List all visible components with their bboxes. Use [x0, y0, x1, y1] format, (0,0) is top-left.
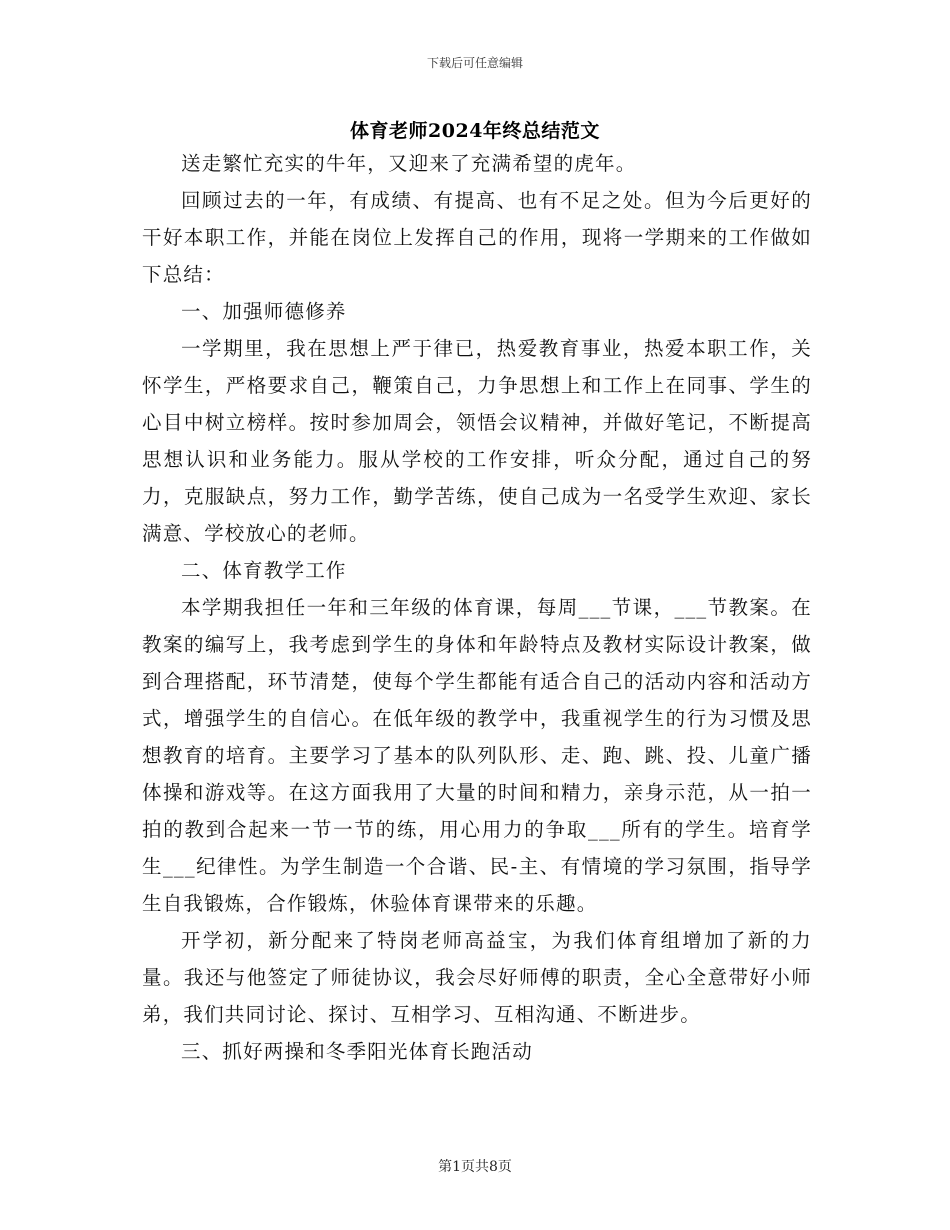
paragraph-review: 回顾过去的一年，有成绩、有提高、也有不足之处。但为今后更好的干好本职工作，并能在岗位上发挥自己的作用，现将一学期来的工作做如下总结： — [142, 189, 812, 286]
paragraph-teaching: 本学期我担任一年和三年级的体育课，每周___节课，___节教案。在教案的编写上，我考虑到学生的身体和年龄特点及教材实际设计教案，做到合理搭配，环节清楚，使每个学生都能有适合自己的活动内容和活动方式，增强学生的自信心。在低年级的教学中，我重视学生的行为习惯及思想教育的培育。主要学习了基本的队列队形、走、跑、跳、投、儿童广播体操和游戏等。在这方面我用了大量的时间和精力，亲身示范，从一拍一拍的教到合起来一节一节的练，用心用力的争取___所有的学生。培育学生___纪律性。为学生制造一个合谐、民-主、有情境的学习氛围，指导学生自我锻炼，合作锻炼，休验体育课带来的乐趣。 — [142, 596, 812, 915]
section-heading-ethics: 一、加强师德修养 — [181, 300, 347, 323]
header-note: 下载后可任意编辑 — [426, 56, 523, 70]
section-heading-exercise: 三、抓好两操和冬季阳光体育长跑活动 — [181, 1040, 533, 1063]
paragraph-new-teacher: 开学初，新分配来了特岗老师高益宝，为我们体育组增加了新的力量。我还与他签定了师徒协议，我会尽好师傅的职责，全心全意带好小师弟，我们共同讨论、探讨、互相学习、互相沟通、不断进步。 — [142, 929, 812, 1026]
section-heading-teaching: 二、体育教学工作 — [181, 559, 347, 582]
document-title: 体育老师2024年终总结范文 — [350, 120, 600, 142]
document-body — [142, 145, 812, 1070]
paragraph-intro: 送走繁忙充实的牛年，又迎来了充满希望的虎年。 — [181, 152, 637, 175]
paragraph-ethics: 一学期里，我在思想上严于律已，热爱教育事业，热爱本职工作，关怀学生，严格要求自己，鞭策自己，力争思想上和工作上在同事、学生的心目中树立榜样。按时参加周会，领悟会议精神，并做好笔记，不断提高思想认识和业务能力。服从学校的工作安排，听众分配，通过自己的努力，克服缺点，努力工作，勤学苦练，使自己成为一名受学生欢迎、家长满意、学校放心的老师。 — [142, 337, 812, 545]
page-number: 第1页共8页 — [438, 1159, 512, 1175]
